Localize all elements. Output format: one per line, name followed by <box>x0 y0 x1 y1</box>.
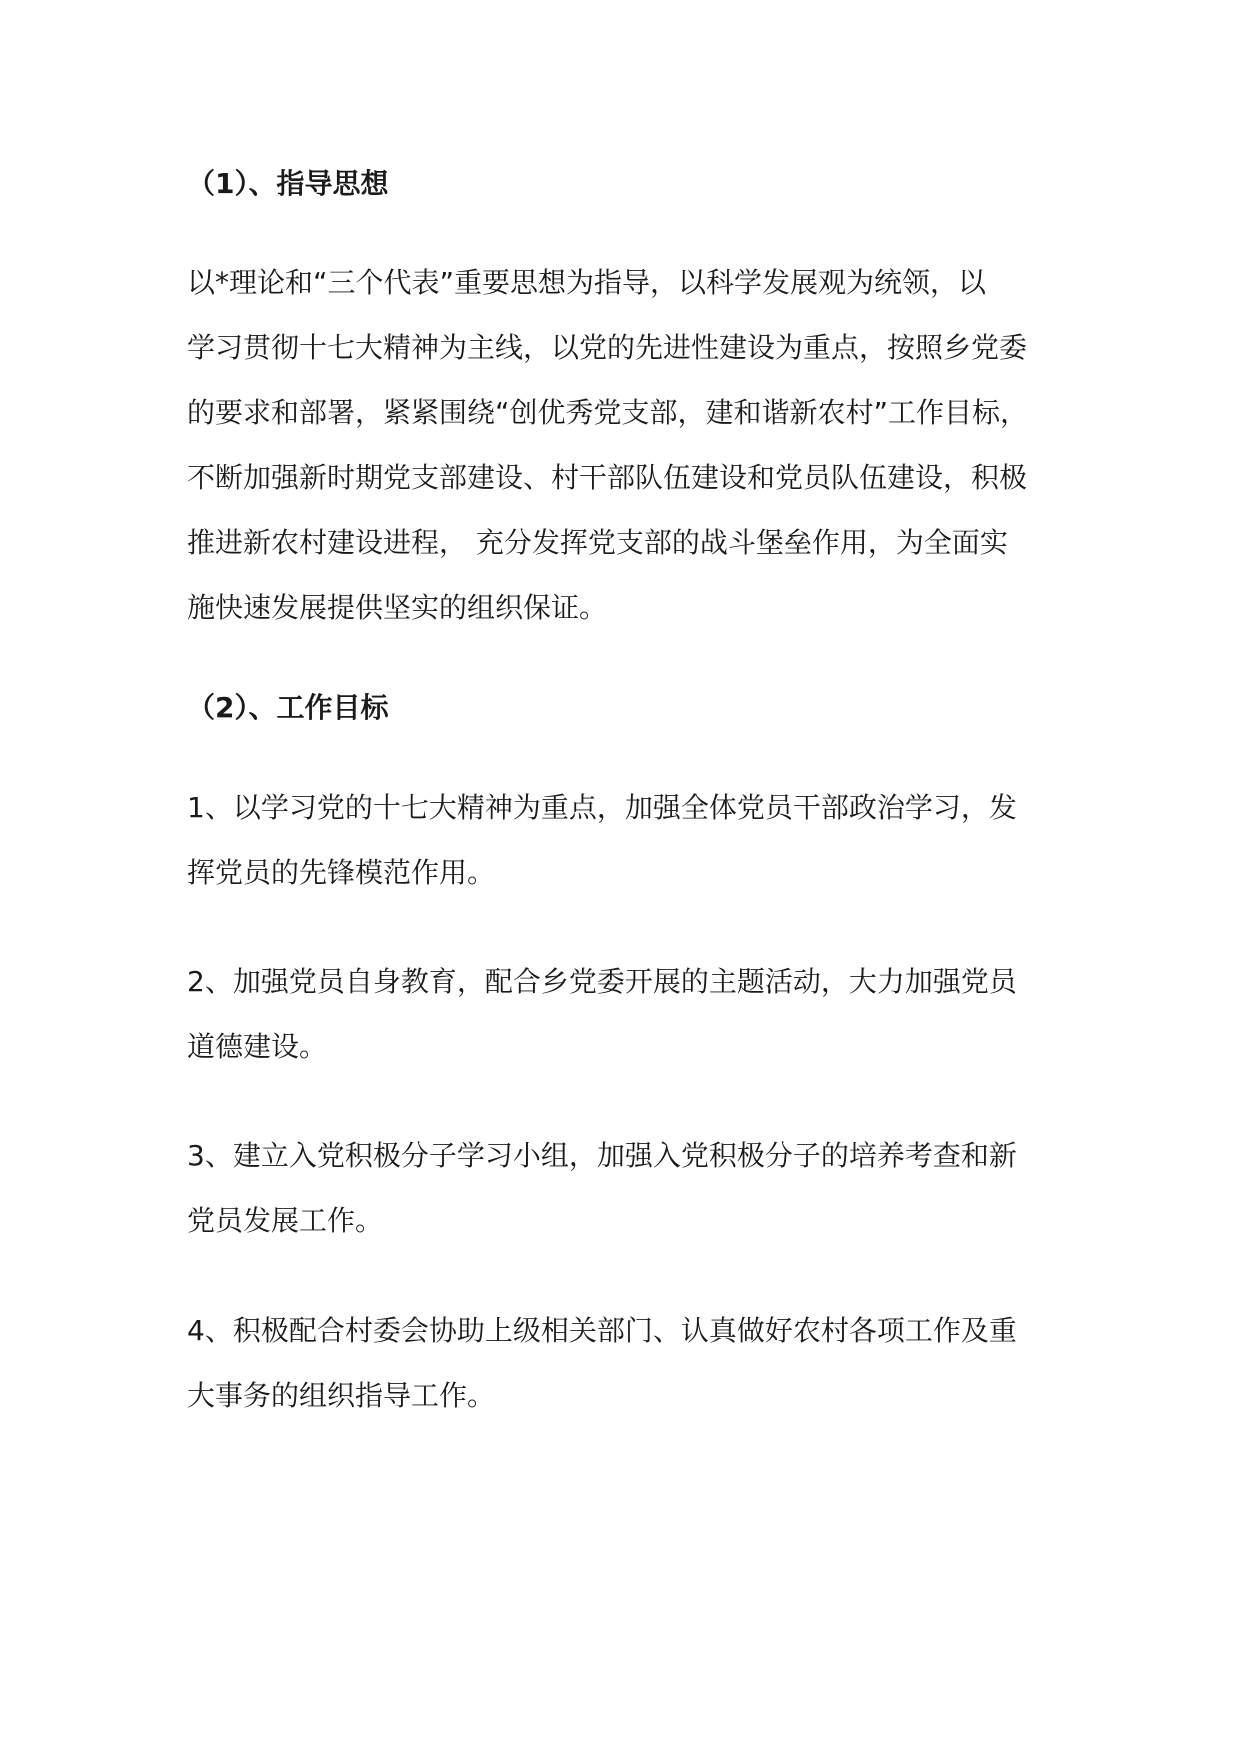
work-goal-item-2 <box>187 949 1067 1079</box>
paragraph-line: 大事务的组织指导工作。 <box>187 1379 496 1412</box>
paragraph-line: 挥党员的先锋模范作用。 <box>187 856 496 889</box>
paragraph-line: 推进新农村建设进程， 充分发挥党支部的战斗堡垒作用，为全面实 <box>187 526 1008 559</box>
paragraph-line: 不断加强新时期党支部建设、村干部队伍建设和党员队伍建设，积极 <box>187 461 1028 494</box>
paragraph-line: 1、以学习党的十七大精神为重点，加强全体党员干部政治学习，发 <box>187 791 1017 824</box>
paragraph-line: 施快速发展提供坚实的组织保证。 <box>187 591 608 624</box>
guiding-ideology-paragraph <box>187 250 1067 640</box>
paragraph-line: 2、加强党员自身教育，配合乡党委开展的主题活动，大力加强党员 <box>187 965 1017 998</box>
work-goal-item-4 <box>187 1298 1067 1428</box>
paragraph-line: 3、建立入党积极分子学习小组，加强入党积极分子的培养考查和新 <box>187 1139 1017 1172</box>
work-goal-item-1 <box>187 775 1067 905</box>
section-heading-guiding-ideology: （1）、指导思想 <box>187 167 389 200</box>
paragraph-line: 4、积极配合村委会协助上级相关部门、认真做好农村各项工作及重 <box>187 1314 1017 1347</box>
section-heading-work-goals: （2）、工作目标 <box>187 691 389 724</box>
paragraph-line: 党员发展工作。 <box>187 1204 384 1237</box>
paragraph-line: 以*理论和“三个代表”重要思想为指导，以科学发展观为统领，以 <box>187 266 987 299</box>
work-goal-item-3 <box>187 1123 1067 1253</box>
paragraph-line: 道德建设。 <box>187 1030 328 1063</box>
paragraph-line: 学习贯彻十七大精神为主线，以党的先进性建设为重点，按照乡党委 <box>187 331 1028 364</box>
paragraph-line: 的要求和部署，紧紧围绕“创优秀党支部，建和谐新农村”工作目标， <box>187 396 1029 429</box>
